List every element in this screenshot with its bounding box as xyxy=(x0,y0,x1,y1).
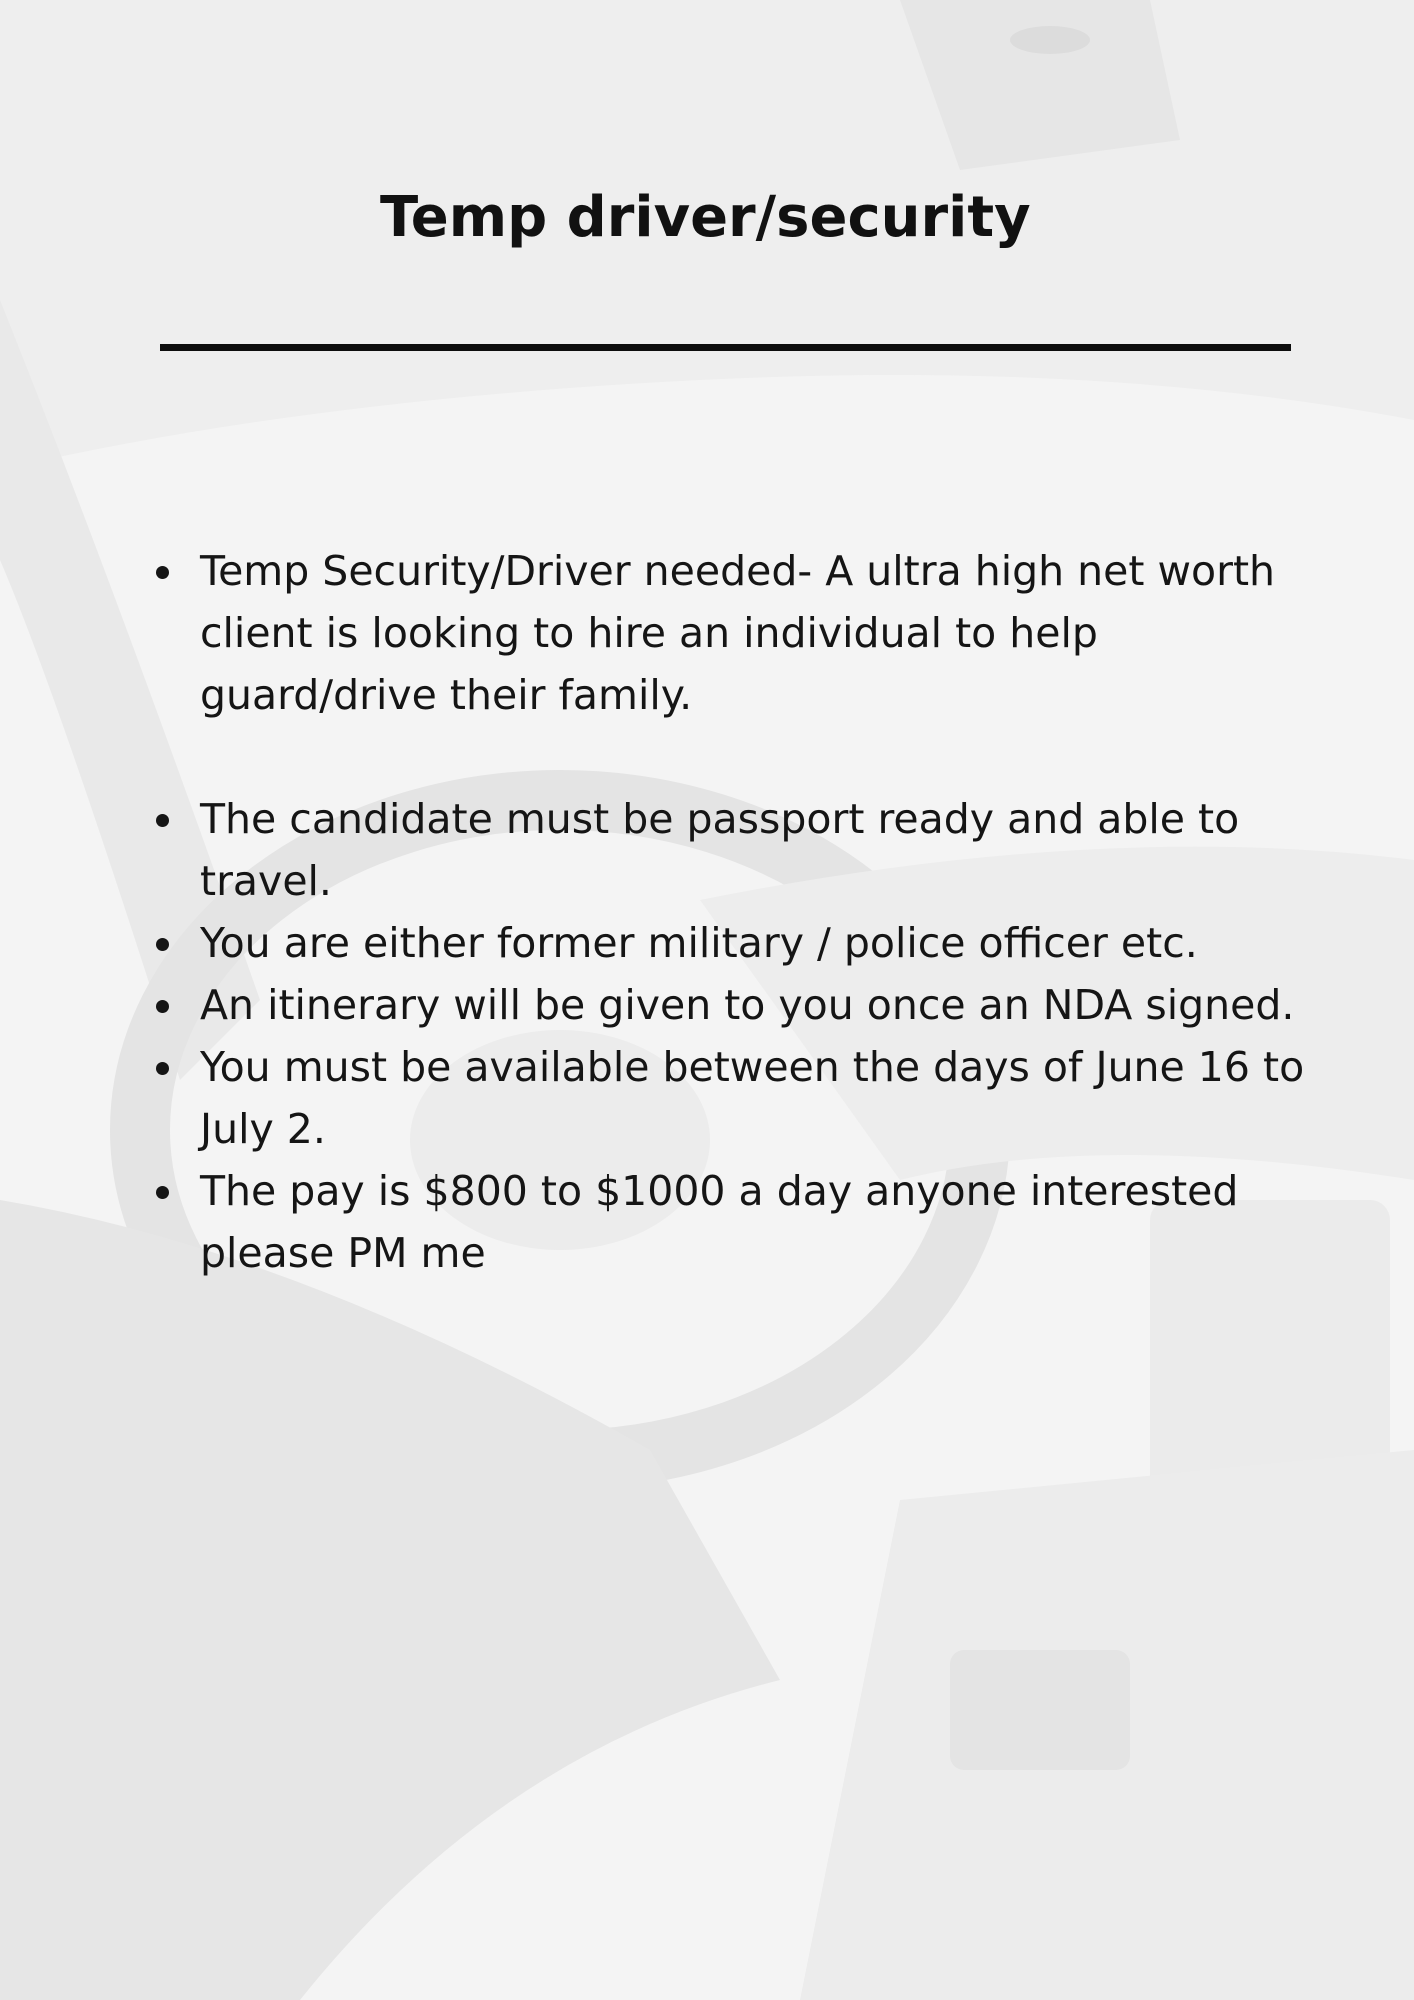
bullet-icon xyxy=(156,1000,169,1013)
list-item-text: Temp Security/Driver needed- A ultra high net worth client is looking to hire an individual to help guard/drive their family. xyxy=(200,547,1276,719)
bullet-icon xyxy=(156,566,169,579)
list-item-text: The candidate must be passport ready and able to travel. xyxy=(200,795,1240,905)
bullet-icon xyxy=(156,1186,169,1199)
bullet-icon xyxy=(156,814,169,827)
title-divider xyxy=(160,344,1291,351)
list-item xyxy=(150,788,1310,912)
list-item xyxy=(150,1160,1310,1284)
list-item-text: The pay is $800 to $1000 a day anyone interested please PM me xyxy=(200,1167,1239,1277)
list-item xyxy=(150,1036,1310,1160)
page-title: Temp driver/security xyxy=(380,185,1031,250)
bullet-list xyxy=(150,540,1310,1284)
job-details xyxy=(150,540,1310,1284)
list-item xyxy=(150,912,1310,974)
bullet-icon xyxy=(156,1062,169,1075)
list-item xyxy=(150,540,1310,726)
list-item-text: You are either former military / police officer etc. xyxy=(200,919,1198,967)
list-item-text: An itinerary will be given to you once an NDA signed. xyxy=(200,981,1295,1029)
bullet-icon xyxy=(156,938,169,951)
list-item xyxy=(150,974,1310,1036)
list-item-text: You must be available between the days of June 16 to July 2. xyxy=(200,1043,1305,1153)
